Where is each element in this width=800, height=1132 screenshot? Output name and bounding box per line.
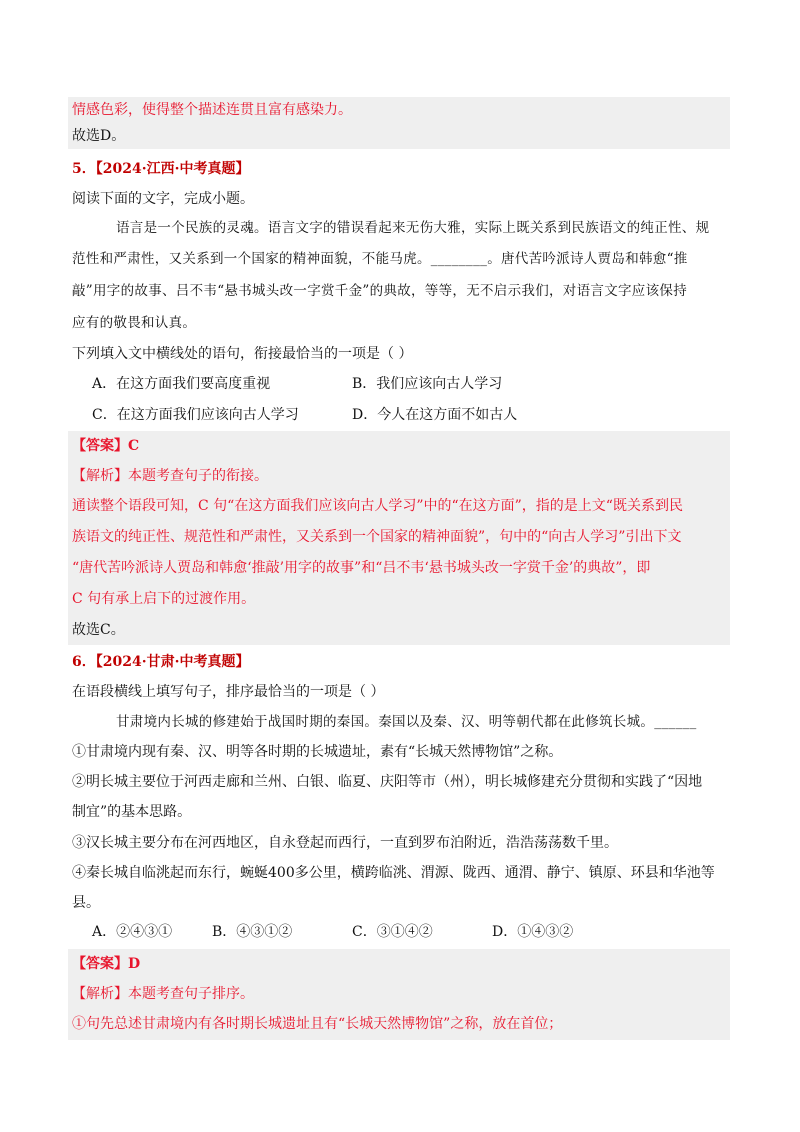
q5-passage-line-1: 语言是一个民族的灵魂。语言文字的错误看起来无伤大雅，实际上既关系到民族语文的纯正性、规 [116,220,710,236]
prev-analysis-end: 情感色彩，使得整个描述连贯且富有感染力。 [68,97,730,123]
q6-option-b: B．④③①② [212,924,293,940]
q5-passage-line-4: 应有的敬畏和认真。 [72,315,197,331]
q5-option-a: A．在这方面我们要高度重视 [92,376,271,392]
q5-passage-line-3: 敲”用字的故事、吕不韦“悬书城头改一字赏千金”的典故，等等，无不启示我们，对语言文字应该保持 [72,283,688,299]
q5-option-c: C．在这方面我们应该向古人学习 [92,407,299,423]
q5-question: 下列填入文中横线处的语句，衔接最恰当的一项是（ ） [72,346,413,362]
q6-item-4: ④秦长城自临洮起而东行，蜿蜒400多公里，横跨临洮、渭源、陇西、通渭、静宁、镇原、环县和华池等 [72,865,715,881]
q5-analysis-label: 【解析】本题考查句子的衔接。 [68,461,730,491]
q5-analysis-line-3: “唐代苦吟派诗人贾岛和韩愈‘推敲’用字的故事”和“吕不韦‘悬书城头改一字赏千金’的典故”，即 [68,553,730,584]
q6-heading: 6．【2024·甘肃·中考真题】 [72,654,250,670]
q6-analysis-line-1: ①句先总述甘肃境内有各时期长城遗址且有“长城天然博物馆”之称，放在首位； [68,1009,730,1040]
q6-option-d: D．①④③② [492,924,574,940]
q5-analysis-line-2: 族语文的纯正性、规范性和严肃性，又关系到一个国家的精神面貌”，句中的“向古人学习”引出下文 [68,522,730,553]
q6-instruction: 在语段横线上填写句子，排序最恰当的一项是（ ） [72,684,385,700]
q5-option-d: D．今人在这方面不如古人 [352,407,518,423]
q5-heading: 5．【2024·江西·中考真题】 [72,161,250,177]
q5-analysis-line-1: 通读整个语段可知，C 句“在这方面我们应该向古人学习”中的“在这方面”，指的是上文“既关系到民 [68,491,730,522]
q5-option-b: B．我们应该向古人学习 [352,376,503,392]
q5-passage-line-2: 范性和严肃性，又关系到一个国家的精神面貌，不能马虎。________。唐代苦吟派诗人贾岛和韩愈“推 [72,251,688,267]
q6-item-1: ①甘肃境内现有秦、汉、明等各时期的长城遗址，素有“长城天然博物馆”之称。 [72,744,563,760]
q6-item-2: ②明长城主要位于河西走廊和兰州、白银、临夏、庆阳等市（州），明长城修建充分贯彻和实践了“因地 [72,774,703,790]
q6-option-a: A．②④③① [92,924,173,940]
q6-analysis-label: 【解析】本题考查句子排序。 [68,979,730,1009]
q6-passage: 甘肃境内长城的修建始于战国时期的秦国。秦国以及秦、汉、明等朝代都在此修筑长城。______ [116,714,697,730]
q5-conclusion: 故选C。 [68,615,730,645]
q5-answer: 【答案】C [68,431,730,461]
q6-answer: 【答案】D [68,949,730,979]
q5-analysis-line-4: C 句有承上启下的过渡作用。 [68,584,730,615]
q6-item-4-cont: 县。 [72,895,100,911]
q5-instruction: 阅读下面的文字，完成小题。 [72,191,254,207]
prev-conclusion: 故选D。 [68,123,730,149]
q6-option-c: C．③①④② [352,924,433,940]
q6-item-3: ③汉长城主要分布在河西地区，自永登起而西行，一直到罗布泊附近，浩浩荡荡数千里。 [72,835,618,851]
q6-item-2-cont: 制宜”的基本思路。 [72,804,192,820]
